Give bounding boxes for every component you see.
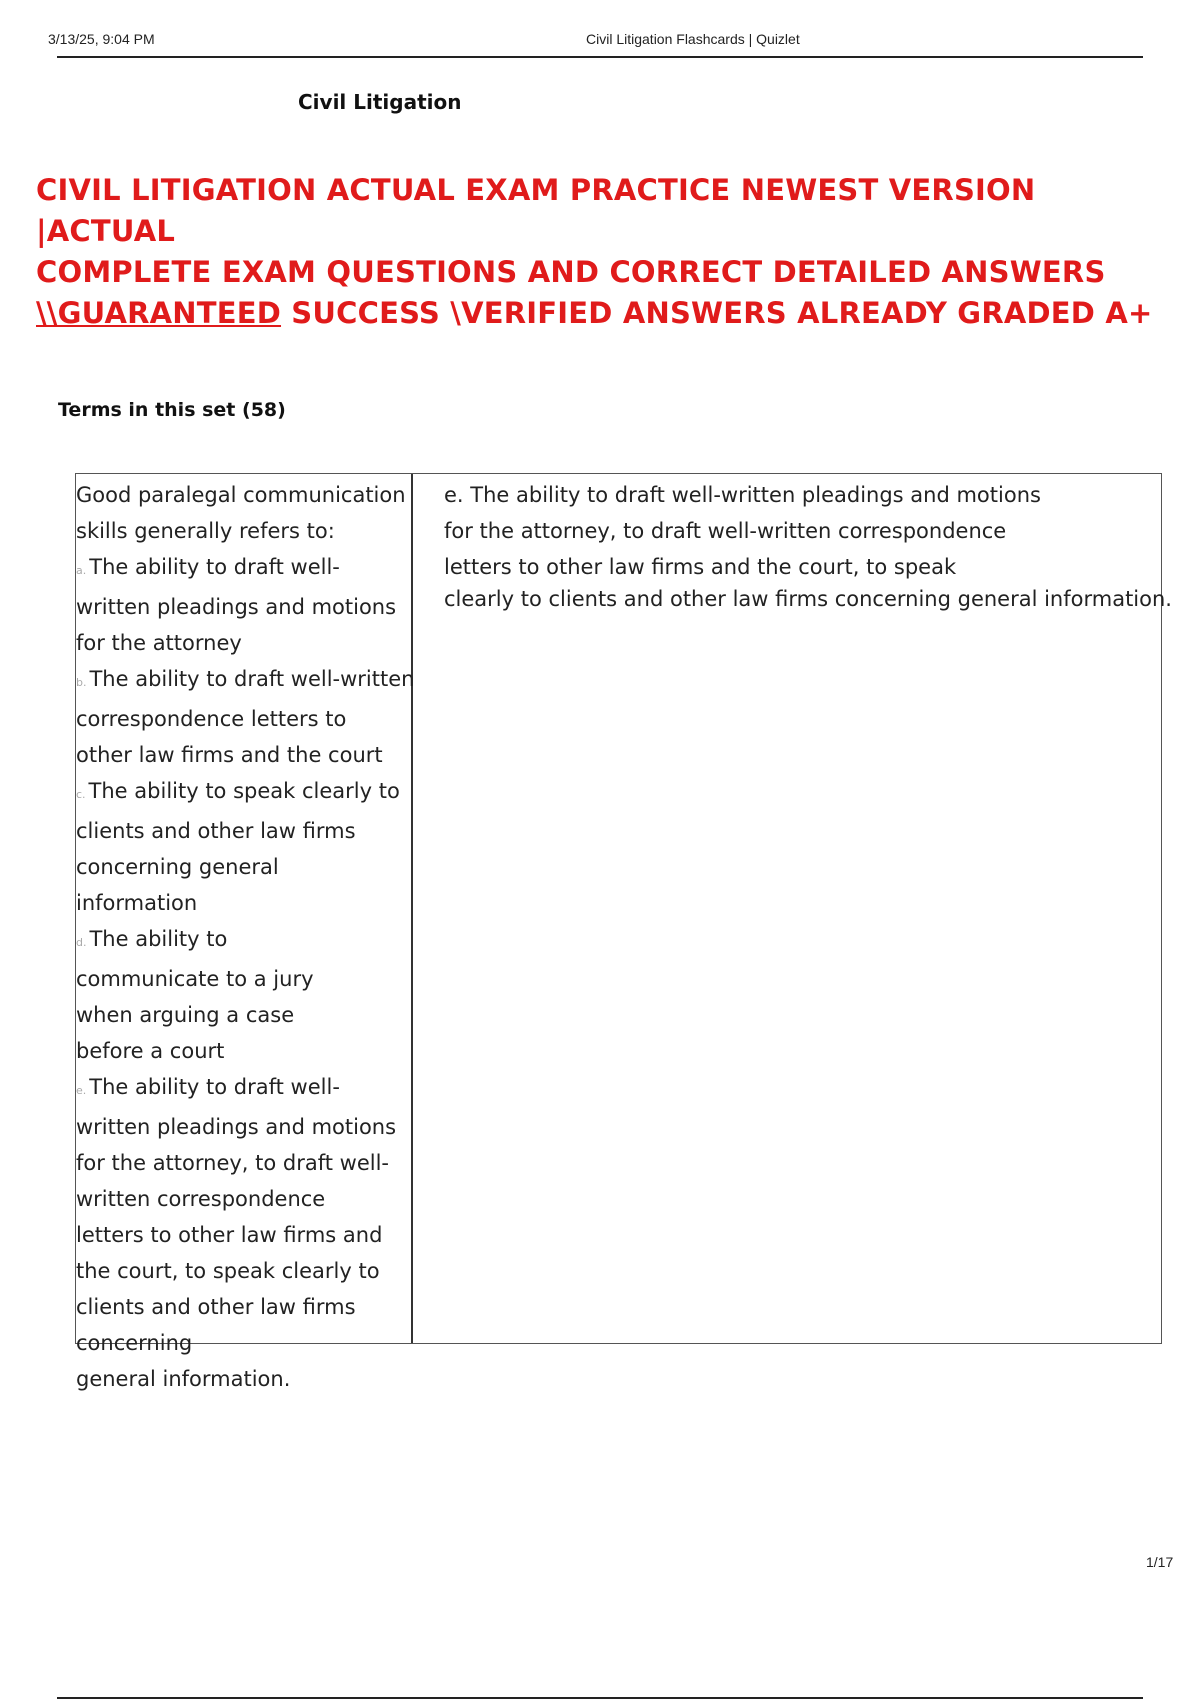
term-text: The ability to speak clearly to [88, 779, 400, 803]
term-text: The ability to draft well-written [89, 667, 415, 691]
term-text: concerning [76, 1331, 193, 1355]
term-text: The ability to [89, 927, 228, 951]
banner-line-3: SUCCESS \VERIFIED ANSWERS ALREADY GRADED A+ [281, 296, 1153, 330]
term-text: written correspondence [76, 1187, 326, 1211]
flashcard-table [75, 473, 1172, 1391]
option-marker: b. [76, 676, 87, 689]
print-header [0, 0, 1200, 60]
term-line [76, 1145, 411, 1181]
term-cell [76, 474, 415, 1391]
term-text: Good paralegal communication [76, 483, 406, 507]
term-line [76, 625, 411, 661]
header-divider [57, 56, 1143, 58]
term-text: for the attorney, to draft well- [76, 1151, 390, 1175]
term-line [76, 1325, 411, 1361]
term-text: written pleadings and motions [76, 1115, 397, 1139]
term-line [76, 701, 411, 737]
term-text: clients and other law firms [76, 819, 356, 843]
option-marker: e. [76, 1084, 87, 1097]
term-line [76, 1361, 411, 1397]
banner-underlined-text: \\GUARANTEED [36, 296, 282, 330]
term-line [76, 1069, 411, 1109]
term-line [76, 773, 411, 813]
term-text: before a court [76, 1039, 225, 1063]
term-line [76, 961, 411, 997]
term-text: when arguing a case [76, 1003, 295, 1027]
term-line [76, 737, 411, 773]
term-text: other law firms and the court [76, 743, 383, 767]
term-line [76, 1217, 411, 1253]
term-text: general information. [76, 1367, 291, 1391]
term-text: clients and other law firms [76, 1295, 356, 1319]
term-line [76, 661, 415, 701]
term-text: letters to other law firms and [76, 1223, 383, 1247]
exam-banner [36, 170, 1166, 334]
term-text: skills generally refers to: [76, 519, 335, 543]
term-line [76, 513, 411, 549]
term-text: information [76, 891, 198, 915]
term-text: for the attorney [76, 631, 242, 655]
term-line [76, 921, 411, 961]
banner-line-1: CIVIL LITIGATION ACTUAL EXAM PRACTICE NEWEST VERSION |ACTUAL [36, 173, 1036, 248]
option-marker: c. [76, 788, 86, 801]
page-number: 1/17 [1146, 1554, 1174, 1570]
term-line [76, 477, 411, 513]
term-line [76, 1253, 411, 1289]
banner-line-2: COMPLETE EXAM QUESTIONS AND CORRECT DETAILED ANSWERS [36, 255, 1106, 289]
definition-cell [413, 474, 1172, 1343]
term-line [76, 849, 411, 885]
option-marker: a. [76, 564, 87, 577]
term-text: correspondence letters to [76, 707, 347, 731]
print-date: 3/13/25, 9:04 PM [48, 31, 155, 47]
term-text: written pleadings and motions [76, 595, 397, 619]
definition-line: e. The ability to draft well-written pleadings and motions [444, 483, 1041, 507]
term-text: concerning general [76, 855, 279, 879]
definition-line: for the attorney, to draft well-written correspondence [444, 519, 1007, 543]
term-line [76, 1289, 411, 1325]
term-text: The ability to draft well- [89, 555, 340, 579]
terms-heading: Terms in this set (58) [58, 399, 286, 421]
definition-line: letters to other law firms and the court, to speak [444, 555, 957, 579]
term-line [76, 813, 411, 849]
term-line [76, 1109, 411, 1145]
term-text: The ability to draft well- [89, 1075, 340, 1099]
document-title: Civil Litigation [298, 90, 462, 114]
term-line [76, 1181, 411, 1217]
term-line [76, 1033, 411, 1069]
term-line [76, 549, 411, 589]
definition-line: clearly to clients and other law firms concerning general information. [444, 587, 1172, 611]
term-text: communicate to a jury [76, 967, 314, 991]
term-text: the court, to speak clearly to [76, 1259, 380, 1283]
print-page-title: Civil Litigation Flashcards | Quizlet [586, 31, 800, 47]
footer-divider [57, 1697, 1143, 1699]
term-line [76, 885, 411, 921]
option-marker: d. [76, 936, 87, 949]
term-line [76, 589, 411, 625]
term-line [76, 997, 411, 1033]
